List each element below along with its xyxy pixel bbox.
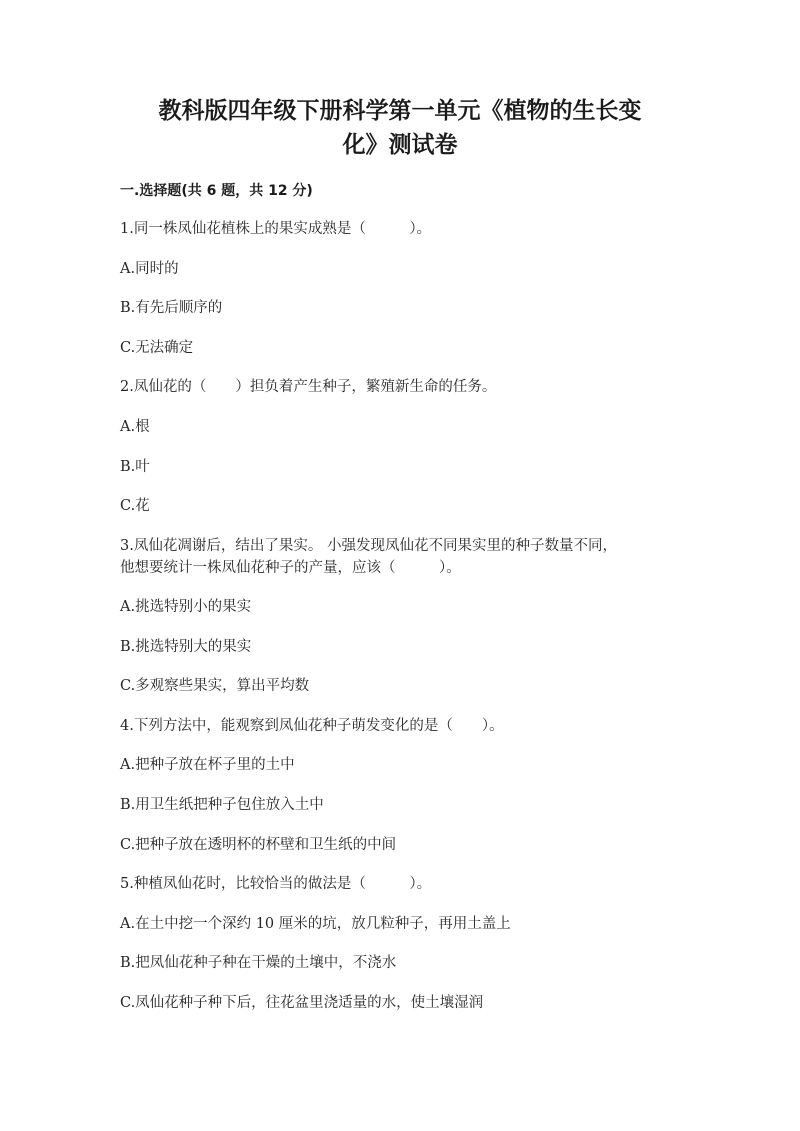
question-2-option-c: C.花 (120, 498, 150, 514)
question-2-option-b: B.叶 (120, 459, 150, 475)
question-1-option-a: A.同时的 (120, 261, 179, 277)
question-3-stem-line-2: 他想要统计一株凤仙花种子的产量，应该（ ）。 (120, 560, 461, 576)
question-4-option-c: C.把种子放在透明杯的杯壁和卫生纸的中间 (120, 837, 397, 853)
question-5-stem: 5.种植凤仙花时，比较恰当的做法是（ ）。 (120, 876, 432, 892)
question-3-option-c: C.多观察些果实，算出平均数 (120, 678, 310, 694)
page-title-line-1: 教科版四年级下册科学第一单元《植物的生长变 (158, 98, 642, 124)
question-1-option-b: B.有先后顺序的 (120, 300, 223, 316)
question-5-option-c: C.凤仙花种子种下后，往花盆里浇适量的水，使土壤湿润 (120, 995, 484, 1011)
question-1-stem: 1.同一株凤仙花植株上的果实成熟是（ ）。 (120, 221, 432, 237)
question-3-option-b: B.挑选特别大的果实 (120, 639, 252, 655)
question-2-option-a: A.根 (120, 419, 150, 435)
question-2-stem: 2.凤仙花的（ ）担负着产生种子，繁殖新生命的任务。 (120, 379, 497, 395)
question-4-option-b: B.用卫生纸把种子包住放入土中 (120, 797, 324, 813)
question-3-option-a: A.挑选特别小的果实 (120, 599, 252, 615)
question-1-option-c: C.无法确定 (120, 340, 194, 356)
question-5-option-b: B.把凤仙花种子种在干燥的土壤中，不浇水 (120, 955, 397, 971)
section-heading: 一.选择题(共 6 题，共 12 分) (120, 183, 313, 199)
question-5-option-a: A.在土中挖一个深约 10 厘米的坑，放几粒种子，再用土盖上 (120, 916, 511, 932)
page-title-line-2: 化》测试卷 (342, 132, 458, 158)
question-4-option-a: A.把种子放在杯子里的土中 (120, 757, 295, 773)
question-4-stem: 4.下列方法中，能观察到凤仙花种子萌发变化的是（ ）。 (120, 718, 504, 734)
question-3-stem-line-1: 3.凤仙花凋谢后，结出了果实。 小强发现凤仙花不同果实里的种子数量不同， (120, 538, 617, 554)
